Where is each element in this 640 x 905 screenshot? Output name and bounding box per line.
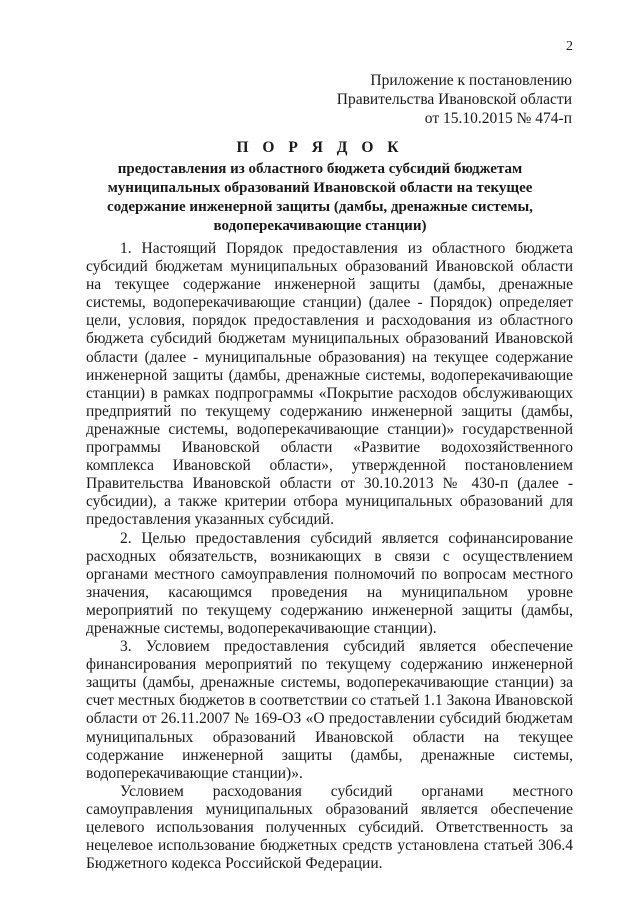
document-body (86, 240, 573, 873)
paragraph-1: 1. Настоящий Порядок предоставления из областного бюджета субсидий бюджетам муниципальных образований Ивановской области на текущее содержание инженерной защиты (дамбы, дренажные системы, водоперекачивающие станции) (далее - Порядок) определяет цели, условия, порядок предоставления и расходования из областного бюджета субсидий бюджетам муниципальных образований Ивановской области (далее - муниципальные образования) на текущее содержание инженерной защиты (дамбы, дренажные системы, водоперекачивающие станции) в рамках подпрограммы «Покрытие расходов обслуживающих предприятий по текущему содержанию инженерной защиты (дамбы, дренажные системы, водоперекачивающие станции)» государственной программы Ивановской области «Развитие водохозяйственного комплекса Ивановской области», утвержденной постановлением Правительства Ивановской области от 30.10.2013 № 430-п (далее - субсидии), а также критерии отбора муниципальных образований для предоставления указанных субсидий. (86, 240, 573, 529)
paragraph-2: 2. Целью предоставления субсидий является софинансирование расходных обязательств, возникающих в связи с осуществлением органами местного самоуправления полномочий по вопросам местного значения, касающимся проведения на муниципальном уровне мероприятий по текущему содержанию инженерной защиты (дамбы, дренажные системы, водоперекачивающие станции). (86, 529, 573, 637)
title-line-3: содержание инженерной защиты (дамбы, дренажные системы, (107, 199, 533, 215)
appendix-reference (337, 71, 572, 128)
appendix-line-3: от 15.10.2015 № 474-п (424, 110, 572, 127)
paragraph-4: Условием расходования субсидий органами местного самоуправления муниципальных образований является обеспечение целевого использования полученных субсидий. Ответственность за нецелевое использование бюджетных средств установлена статьей 306.4 Бюджетного кодекса Российской Федерации. (86, 782, 573, 873)
appendix-line-2: Правительства Ивановской области (336, 91, 572, 108)
page-number: 2 (566, 39, 573, 54)
paragraph-3: 3. Условием предоставления субсидий является обеспечение финансирования мероприятий по текущему содержанию инженерной защиты (дамбы, дренажные системы, водоперекачивающие станции) за счет местных бюджетов в соответствии со статьей 1.1 Закона Ивановской области от 26.11.2007 № 169-ОЗ «О предоставлении субсидий бюджетам муниципальных образований Ивановской области на текущее содержание инженерной защиты (дамбы, дренажные системы, водоперекачивающие станции)». (86, 638, 573, 782)
title-heading: П О Р Я Д О К (236, 139, 404, 156)
appendix-line-1: Приложение к постановлению (370, 72, 572, 89)
title-line-2: муниципальных образований Ивановской области на текущее (107, 180, 533, 196)
title-line-4: водоперекачивающие станции) (213, 218, 427, 234)
title-line-1: предоставления из областного бюджета субсидий бюджетам (117, 161, 523, 177)
document-title (80, 138, 560, 236)
